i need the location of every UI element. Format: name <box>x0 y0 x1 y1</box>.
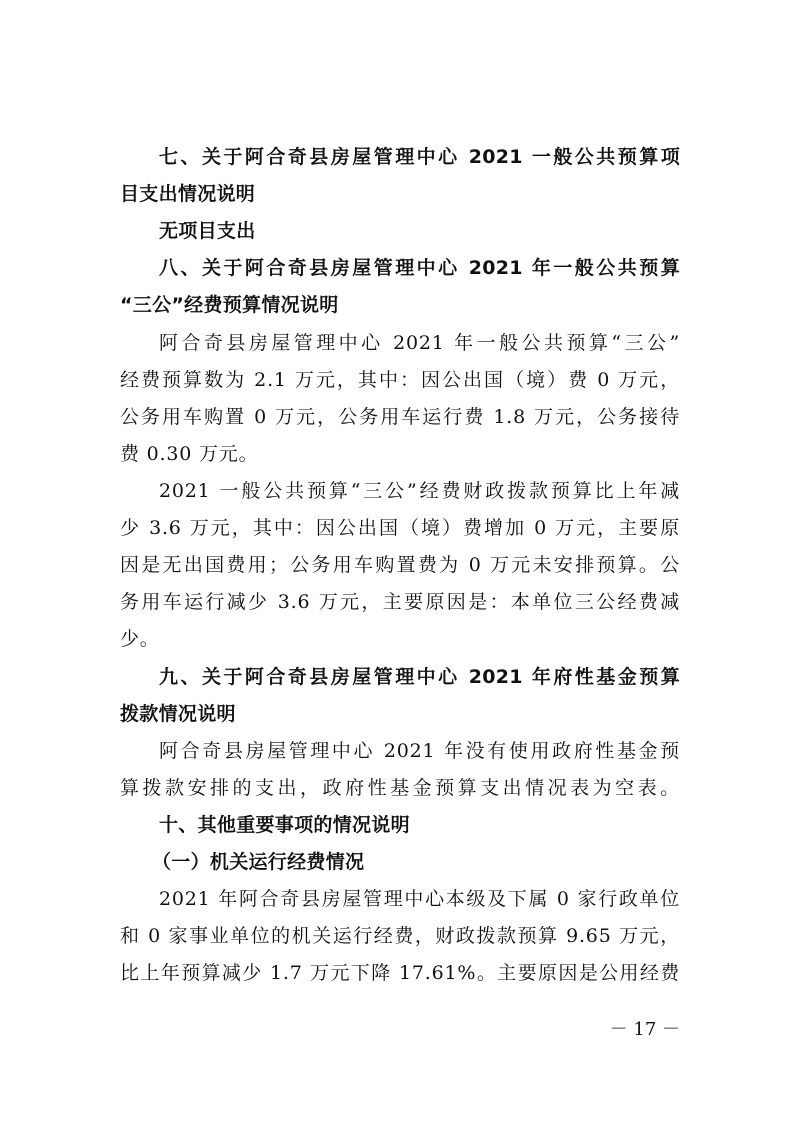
paragraph-8a-line-4: 费 0.30 万元。 <box>120 443 259 465</box>
paragraph-10-line-3: 比上年预算减少 1.7 万元下降 17.61%。主要原因是公用经费 <box>120 962 680 984</box>
paragraph-8b-line-2: 少 3.6 万元，其中：因公出国（境）费增加 0 万元，主要原 <box>120 517 680 539</box>
section-heading-7-line-2: 目支出情况说明 <box>120 183 256 205</box>
page-number: － 17 － <box>609 1019 680 1040</box>
paragraph-8b-line-4: 务用车运行减少 3.6 万元，主要原因是：本单位三公经费减 <box>120 591 680 613</box>
section-heading-8-line-2: “三公”经费预算情况说明 <box>120 294 339 316</box>
section-heading-8-line-1: 八、关于阿合奇县房屋管理中心 2021 年一般公共预算 <box>159 257 680 279</box>
paragraph-8b-line-3: 因是无出国费用；公务用车购置费为 0 万元未安排预算。公 <box>120 554 680 576</box>
paragraph-9-line-1: 阿合奇县房屋管理中心 2021 年没有使用政府性基金预 <box>159 740 680 762</box>
paragraph-8b-line-1: 2021 一般公共预算“三公”经费财政拨款预算比上年减 <box>159 480 680 502</box>
paragraph-8b-line-5: 少。 <box>120 628 160 650</box>
paragraph-8a-line-1: 阿合奇县房屋管理中心 2021 年一般公共预算“三公” <box>159 332 680 354</box>
section-heading-9-line-2: 拨款情况说明 <box>120 703 236 725</box>
section-heading-9-line-1: 九、关于阿合奇县房屋管理中心 2021 年府性基金预算 <box>159 666 680 688</box>
no-project-text: 无项目支出 <box>159 220 256 242</box>
subheading-operating-expenses: （一）机关运行经费情况 <box>152 851 365 873</box>
paragraph-9-line-2: 算拨款安排的支出，政府性基金预算支出情况表为空表。 <box>120 777 680 799</box>
paragraph-10-line-1: 2021 年阿合奇县房屋管理中心本级及下属 0 家行政单位 <box>159 888 680 910</box>
paragraph-10-line-2: 和 0 家事业单位的机关运行经费，财政拨款预算 9.65 万元， <box>120 925 680 947</box>
paragraph-8a-line-2: 经费预算数为 2.1 万元，其中：因公出国（境）费 0 万元， <box>120 369 680 391</box>
paragraph-8a-line-3: 公务用车购置 0 万元，公务用车运行费 1.8 万元，公务接待 <box>120 406 680 428</box>
section-heading-7-line-1: 七、关于阿合奇县房屋管理中心 2021 一般公共预算项 <box>159 146 680 168</box>
section-heading-10: 十、其他重要事项的情况说明 <box>159 814 410 836</box>
